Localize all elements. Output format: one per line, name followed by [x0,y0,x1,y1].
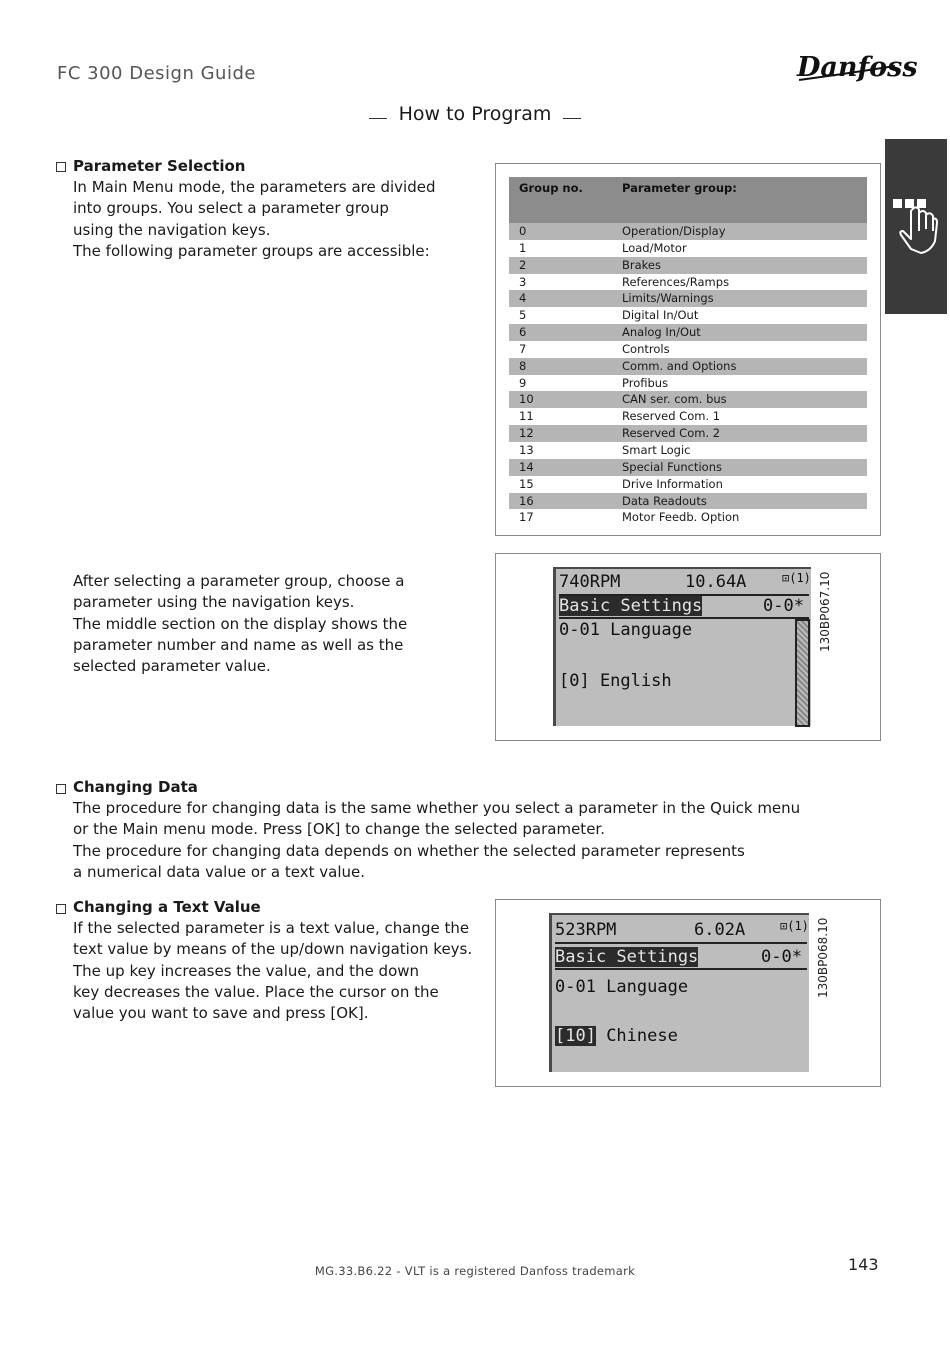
table-cell: Digital In/Out [622,308,699,323]
table-cell: 7 [519,341,527,356]
table-row [509,476,867,493]
table-cell: Data Readouts [612,493,867,510]
text-line: The following parameter groups are accessible: [73,241,430,260]
heading-changing-data: Changing Data [73,778,198,796]
parameter-group-table-box [495,163,881,536]
lcd-display-1 [553,567,811,726]
table-cell: 13 [519,442,534,457]
table-row [509,375,867,392]
figure-code-1: 130BP067.10 [818,571,832,652]
lcd-divider [555,942,807,944]
lcd-parameter: 0-01 Language [555,977,689,997]
table-cell: Drive Information [622,476,723,491]
table-cell: 15 [519,476,534,491]
bullet-changing-data [56,784,66,794]
table-cell: Limits/Warnings [612,290,867,307]
table-cell: Brakes [612,257,867,274]
display-figure-box-2 [495,899,881,1087]
table-cell: Smart Logic [622,442,691,457]
page-number: 143 [848,1255,879,1274]
lcd-value-cursor: [10] [555,1026,596,1046]
lock-icon: ⊡(1) [780,919,809,933]
parameter-group-table [509,177,867,526]
lcd-menu-name: Basic Settings [559,596,703,616]
title-dash-left [369,118,387,119]
bullet-parameter-selection [56,162,66,172]
text-line: into groups. You select a parameter group [73,199,389,218]
heading-parameter-selection: Parameter Selection [73,157,246,175]
table-cell: 4 [509,290,612,307]
bullet-changing-text-value [56,904,66,914]
text-line: The up key increases the value, and the down [73,961,420,980]
text-line: a numerical data value or a text value. [73,862,366,881]
table-row [509,442,867,459]
figure-code-2: 130BP068.10 [816,917,830,998]
table-cell: Operation/Display [612,223,867,240]
document-title: FC 300 Design Guide [57,63,256,84]
table-cell: 3 [519,274,527,289]
lcd-current: 10.64A [685,572,747,592]
table-row [509,274,867,291]
table-header-group-no: Group no. [509,177,612,223]
section-title-text: How to Program [398,103,552,125]
table-cell: Reserved Com. 1 [622,409,721,424]
lcd-parameter: 0-01 Language [559,620,693,640]
table-row [509,425,867,442]
table-cell: 17 [519,510,534,525]
parameter-selection-text [73,177,436,262]
text-line: or the Main menu mode. Press [OK] to change the selected parameter. [73,820,605,839]
table-cell: Controls [622,341,670,356]
table-cell: Analog In/Out [612,324,867,341]
lcd-display-2 [549,913,809,1072]
text-line: text value by means of the up/down navigation keys. [73,940,473,959]
table-row [509,290,867,307]
table-row [509,240,867,257]
lcd-value [555,1026,678,1046]
svg-text:Danfoss: Danfoss [797,52,918,83]
text-line: The middle section on the display shows the [73,614,408,633]
table-cell: CAN ser. com. bus [612,391,867,408]
table-cell: 10 [509,391,612,408]
lcd-value-text: Chinese [595,1026,678,1046]
display-figure-box-1 [495,553,881,741]
table-cell: 12 [509,425,612,442]
table-row [509,459,867,476]
table-row [509,223,867,240]
table-row [509,324,867,341]
table-cell: References/Ramps [622,274,730,289]
text-line: In Main Menu mode, the parameters are divided [73,178,436,196]
table-row [509,509,867,526]
text-line: The procedure for changing data depends on whether the selected parameter represents [73,841,745,860]
table-cell: 8 [509,358,612,375]
table-row [509,358,867,375]
text-line: value you want to save and press [OK]. [73,1004,369,1023]
text-line: If the selected parameter is a text value, change the [73,919,470,937]
section-title [0,103,950,125]
table-cell: 1 [519,240,527,255]
table-row [509,391,867,408]
lcd-current: 6.02A [694,920,746,940]
table-row [509,257,867,274]
table-cell: 9 [519,375,527,390]
chapter-side-tab [885,139,947,314]
table-cell: 2 [509,257,612,274]
table-cell: 5 [519,308,527,323]
lock-icon: ⊡(1) [782,571,811,585]
table-cell: Special Functions [612,459,867,476]
text-line: key decreases the value. Place the cursor on the [73,982,439,1001]
table-cell: 16 [509,493,612,510]
lcd-divider [555,968,807,970]
text-line: After selecting a parameter group, choose a [73,572,405,590]
table-cell: Profibus [622,375,669,390]
after-selecting-text [73,571,407,677]
table-header-parameter-group: Parameter group: [612,177,867,223]
text-line: parameter using the navigation keys. [73,593,355,612]
changing-data-text [73,798,800,883]
danfoss-logo [795,44,918,86]
text-line: parameter number and name as well as the [73,635,404,654]
table-cell: Reserved Com. 2 [612,425,867,442]
table-row [509,341,867,358]
table-cell: Motor Feedb. Option [622,510,740,525]
lcd-scrollbar [795,619,810,727]
title-dash-right [563,118,581,119]
changing-text-value-text [73,918,472,1024]
table-cell: 11 [519,409,534,424]
lcd-speed: 740RPM [559,572,621,592]
keypad-hand-icon [889,191,943,257]
table-cell: Comm. and Options [612,358,867,375]
lcd-menu-name: Basic Settings [555,947,699,967]
lcd-divider [559,617,809,619]
lcd-setup: 0-0* [761,947,802,967]
text-line: using the navigation keys. [73,220,271,239]
table-row [509,307,867,324]
table-row [509,493,867,510]
table-row [509,408,867,425]
lcd-speed: 523RPM [555,920,617,940]
lcd-value: [0] English [559,671,672,691]
table-cell: Load/Motor [622,240,687,255]
footer-text: MG.33.B6.22 - VLT is a registered Danfoss trademark [314,1264,636,1278]
text-line: selected parameter value. [73,657,271,676]
heading-changing-text-value: Changing a Text Value [73,898,261,916]
table-cell: 0 [509,223,612,240]
text-line: The procedure for changing data is the same whether you select a parameter in the Quick menu [73,799,801,817]
table-cell: 14 [509,459,612,476]
lcd-setup: 0-0* [763,596,804,616]
table-cell: 6 [509,324,612,341]
